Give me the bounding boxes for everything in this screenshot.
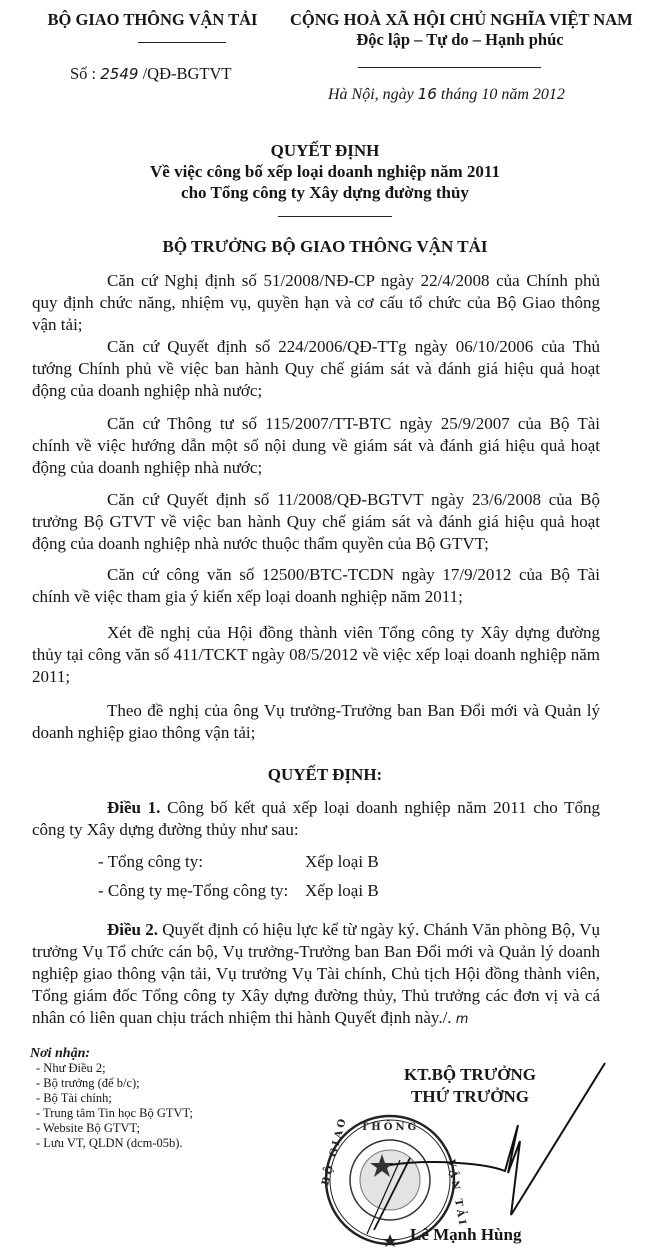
title-subject-line-1: Về việc công bố xếp loại doanh nghiệp năm 2011 xyxy=(150,162,500,181)
article-1-text: Công bố kết quả xếp loại doanh nghiệp năm 2011 cho Tổng công ty Xây dựng đường thủy như sau: xyxy=(32,798,601,839)
title-subject-line-2: cho Tổng công ty Xây dựng đường thủy xyxy=(181,183,469,202)
decision-heading: QUYẾT ĐỊNH: xyxy=(267,765,383,784)
date-suffix: tháng 10 năm 2012 xyxy=(440,86,565,103)
article-1 xyxy=(32,797,600,841)
ministry-underline xyxy=(138,42,226,43)
document-title xyxy=(0,140,650,203)
preamble-paragraph: Căn cứ công văn số 12500/BTC-TCDN ngày 17/9/2012 của Bộ Tài chính về việc tham gia ý kiến xếp loại doanh nghiệp năm 2011; xyxy=(32,565,600,606)
preamble-paragraph: Theo đề nghị của ông Vụ trưởng-Trưởng ban Ban Đổi mới và Quản lý doanh nghiệp giao thông vận tải; xyxy=(32,701,600,742)
rating-value: Xếp loại B xyxy=(305,881,379,900)
recipient-item: - Lưu VT, QLDN (dcm-05b). xyxy=(36,1136,183,1150)
article-2 xyxy=(32,919,600,1031)
preamble-paragraph: Căn cứ Thông tư số 115/2007/TT-BTC ngày 25/9/2007 của Bộ Tài chính về việc hướng dẫn một số nội dung về giám sát và đánh giá hiệu quả hoạt động của doanh nghiệp nhà nước; xyxy=(32,414,600,477)
rating-row xyxy=(98,852,203,872)
date-day-handwritten: 16 xyxy=(417,85,437,103)
seal-text-left: BỘ GIAO xyxy=(320,1115,350,1187)
recipient-item: - Bộ trưởng (để b/c); xyxy=(36,1076,140,1090)
recipients-heading: Nơi nhận: xyxy=(30,1046,91,1061)
seal-text-top: THÔNG xyxy=(360,1122,420,1133)
title-heading: QUYẾT ĐỊNH xyxy=(270,141,380,160)
recipient-item: - Website Bộ GTVT; xyxy=(36,1121,140,1135)
recipient-item: - Bộ Tài chính; xyxy=(36,1091,112,1105)
article-1-label: Điều 1. xyxy=(107,798,161,817)
country-name: CỘNG HOÀ XÃ HỘI CHỦ NGHĨA VIỆT NAM xyxy=(290,10,633,29)
recipient-item: - Như Điều 2; xyxy=(36,1061,106,1075)
preamble-paragraph: Căn cứ Nghị định số 51/2008/NĐ-CP ngày 22/4/2008 của Chính phủ quy định chức năng, nhiệm vụ, quyền hạn và cơ cấu tổ chức của Bộ Giao thông vận tải; xyxy=(32,271,600,334)
preamble-paragraph: Căn cứ Quyết định số 11/2008/QĐ-BGTVT ngày 23/6/2008 của Bộ trưởng Bộ GTVT về việc ban hành Quy chế giám sát và đánh giá hiệu quả hoạt động của doanh nghiệp nhà nước thuộc thẩm quyền của Bộ GTVT; xyxy=(32,490,600,553)
recipient-item: - Trung tâm Tin học Bộ GTVT; xyxy=(36,1106,193,1120)
signature-on-behalf: KT.BỘ TRƯỞNG xyxy=(404,1065,536,1084)
rating-value: Xếp loại B xyxy=(305,852,379,871)
preamble-paragraph: Căn cứ Quyết định số 224/2006/QĐ-TTg ngày 06/10/2006 của Thủ tướng Chính phủ về việc ban hành Quy chế giám sát và đánh giá hiệu quả hoạt động của doanh nghiệp nhà nước; xyxy=(32,337,600,400)
rating-entity: - Công ty mẹ-Tổng công ty: xyxy=(98,881,289,900)
doc-number-prefix: Số : xyxy=(70,64,97,83)
signature-title: THỨ TRƯỞNG xyxy=(411,1087,529,1106)
title-underline xyxy=(278,216,392,217)
issue-date xyxy=(328,85,565,104)
document-number xyxy=(70,64,231,84)
preamble-paragraph: Xét đề nghị của Hội đồng thành viên Tổng công ty Xây dựng đường thủy tại công văn số 411/TCKT ngày 08/5/2012 về việc xếp loại doanh nghiệp năm 2011; xyxy=(32,623,600,686)
motto-underline xyxy=(358,67,541,68)
rating-row xyxy=(98,881,288,901)
ministry-name: BỘ GIAO THÔNG VẬN TẢI xyxy=(47,10,258,29)
date-prefix: Hà Nội, ngày xyxy=(328,86,414,103)
handwritten-signature-icon xyxy=(390,1055,620,1225)
rating-entity: - Tổng công ty: xyxy=(98,852,203,871)
seal-text-right: VẬN TẢI xyxy=(445,1158,468,1229)
article-2-text: Quyết định có hiệu lực kể từ ngày ký. Chánh Văn phòng Bộ, Vụ trưởng Vụ Tổ chức cán bộ, Vụ trưởng-Trưởng ban Ban Đổi mới và Quản lý doanh nghiệp giao thông vận tải, Vụ trưởng Vụ Tài chính, Chủ tịch Hội đồng thành viên, Tổng giám đốc Tổng công ty Xây dựng đường thủy, Thủ trưởng các đơn vị và cá nhân có liên quan chịu trách nhiệm thi hành Quyết định này./. xyxy=(32,920,600,1027)
doc-number-handwritten: 2549 xyxy=(100,65,139,83)
national-motto: Độc lập – Tự do – Hạnh phúc xyxy=(356,30,564,49)
recipients-list xyxy=(30,1061,193,1151)
recipients-block xyxy=(30,1046,193,1151)
issuing-authority: BỘ TRƯỞNG BỘ GIAO THÔNG VẬN TẢI xyxy=(162,237,488,256)
article-2-label: Điều 2. xyxy=(107,920,159,939)
initials-mark: m xyxy=(455,1012,469,1027)
signer-name: Lê Mạnh Hùng xyxy=(410,1225,522,1244)
doc-number-suffix: /QĐ-BGTVT xyxy=(142,64,232,83)
